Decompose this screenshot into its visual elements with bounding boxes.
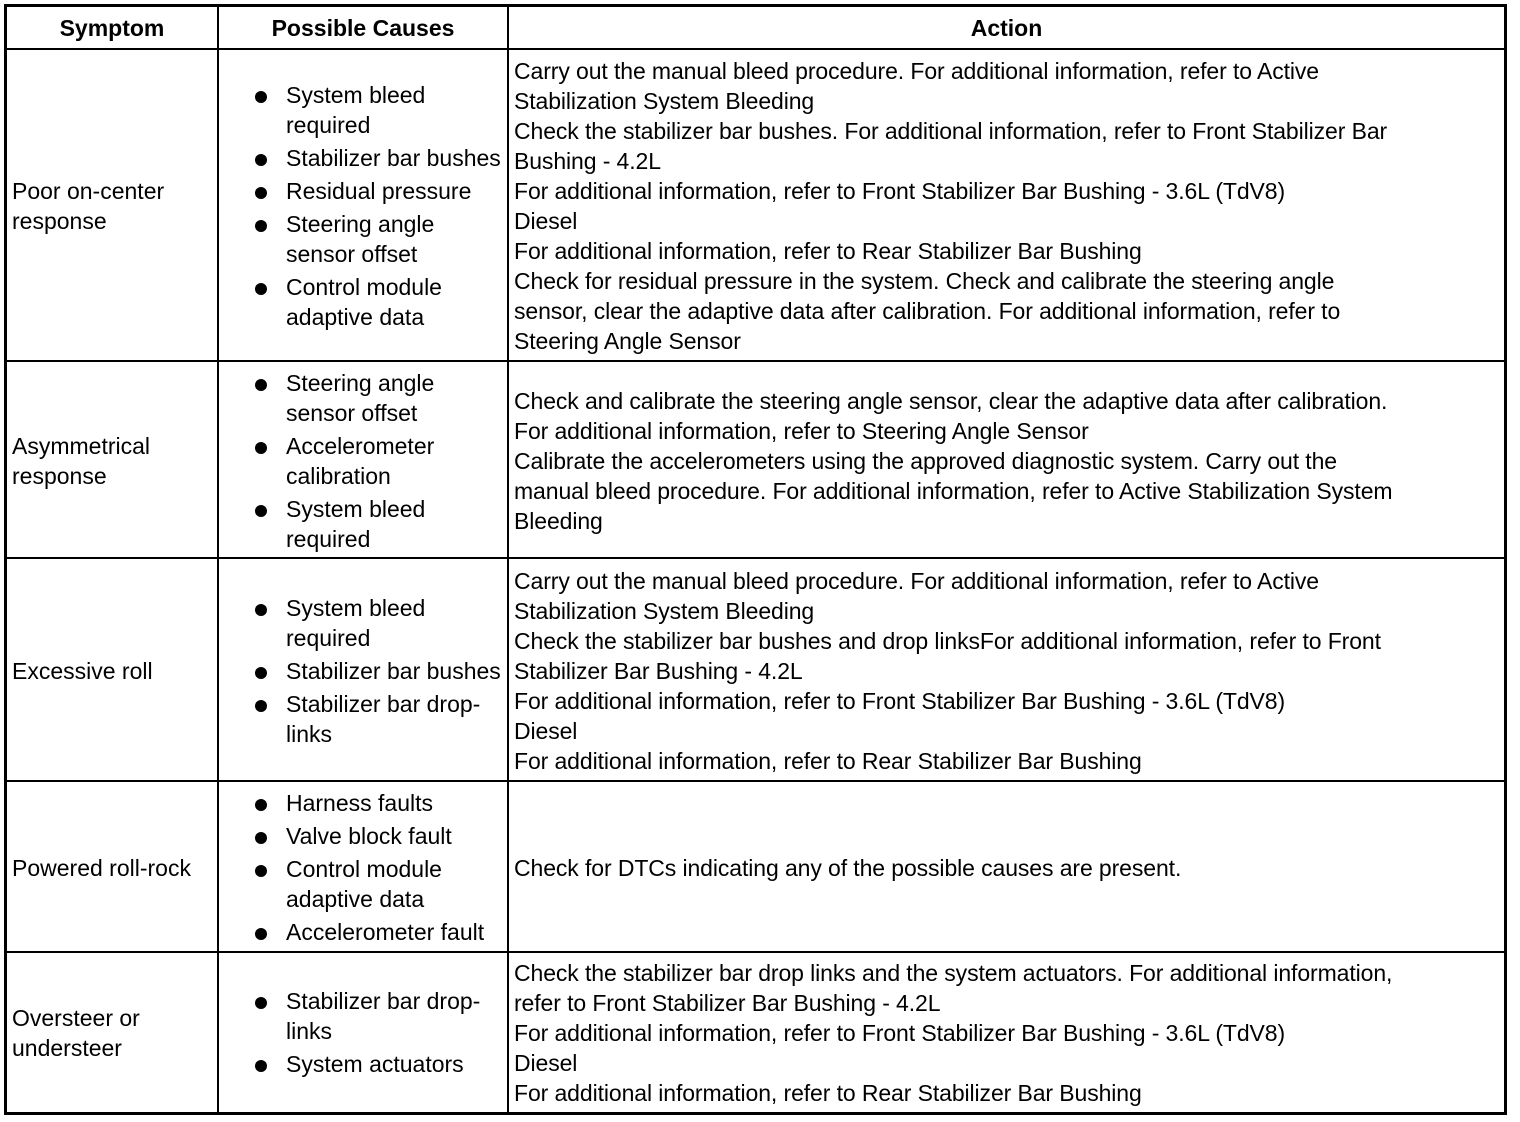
cause-item <box>241 854 503 914</box>
bullet-icon <box>255 220 267 232</box>
cause-text: Residual pressure <box>286 178 472 204</box>
symptom-text: Excessive roll <box>12 657 153 684</box>
cause-text: Stabilizer bar drop-links <box>286 988 481 1044</box>
bullet-icon <box>255 997 267 1009</box>
cause-text: Control module adaptive data <box>286 274 442 330</box>
action-text-line: Check for DTCs indicating any of the possible causes are present. <box>514 854 1182 881</box>
cause-text: Valve block fault <box>286 823 452 849</box>
cause-text: System bleed required <box>286 594 426 651</box>
bullet-icon <box>255 187 267 199</box>
header-symptom: Symptom <box>7 7 219 50</box>
possible-causes-cell <box>219 50 509 362</box>
bullet-icon <box>255 865 267 877</box>
symptom-text: Oversteer or <box>12 1004 140 1031</box>
action-cell <box>509 50 1504 362</box>
action-text-line: For additional information, refer to Front Stabilizer Bar Bushing - 3.6L (TdV8) <box>514 1019 1286 1046</box>
symptom-text: Powered roll-rock <box>12 854 191 881</box>
action-text-line: Check the stabilizer bar drop links and the system actuators. For additional information, <box>514 959 1393 986</box>
symptom-text: Asymmetrical <box>12 432 151 459</box>
cause-item <box>241 209 503 269</box>
cause-item <box>241 656 503 686</box>
symptom-text: Poor on-center <box>12 178 165 204</box>
symptom-cell <box>7 782 219 953</box>
possible-causes-cell <box>219 953 509 1112</box>
table-row <box>7 557 1504 782</box>
cause-text: Stabilizer bar bushes <box>286 145 501 171</box>
bullet-icon <box>255 1060 267 1072</box>
table-row <box>7 48 1504 362</box>
symptom-cell <box>7 559 219 782</box>
action-text-line: Stabilization System Bleeding <box>514 597 815 624</box>
action-text-line: manual bleed procedure. For additional information, refer to Active Stabilization System <box>514 477 1393 504</box>
bullet-icon <box>255 154 267 166</box>
cause-item <box>241 80 503 140</box>
action-text-line: Bleeding <box>514 507 603 534</box>
action-text-line: Steering Angle Sensor <box>514 328 741 354</box>
header-possible-causes: Possible Causes <box>219 7 509 50</box>
action-cell <box>509 782 1504 953</box>
action-text-line: For additional information, refer to Front Stabilizer Bar Bushing - 3.6L (TdV8) <box>514 687 1286 714</box>
causes-list <box>241 986 503 1079</box>
cause-text: Control module adaptive data <box>286 856 442 912</box>
action-text-line: Carry out the manual bleed procedure. For additional information, refer to Active <box>514 567 1319 594</box>
cause-text: Steering angle sensor offset <box>286 369 435 426</box>
action-cell <box>509 559 1504 782</box>
cause-item <box>241 986 503 1046</box>
action-text-line: Diesel <box>514 1049 578 1076</box>
table-row <box>7 951 1504 1112</box>
cause-item <box>241 917 503 947</box>
action-text-line: Check the stabilizer bar bushes. For additional information, refer to Front Stabilizer Bar <box>514 118 1388 144</box>
action-text-line: Stabilizer Bar Bushing - 4.2L <box>514 657 803 684</box>
bullet-icon <box>255 442 267 454</box>
cause-text: Stabilizer bar drop-links <box>286 690 481 747</box>
cause-item <box>241 272 503 332</box>
bullet-icon <box>255 604 267 616</box>
action-cell <box>509 953 1504 1112</box>
action-text-line: Diesel <box>514 717 578 744</box>
cause-text: System actuators <box>286 1051 464 1077</box>
table-header-row <box>7 7 1504 50</box>
possible-causes-cell <box>219 559 509 782</box>
cause-text: System bleed required <box>286 495 426 552</box>
symptom-text: response <box>12 208 107 234</box>
action-text-line: For additional information, refer to Front Stabilizer Bar Bushing - 3.6L (TdV8) <box>514 178 1286 204</box>
cause-item <box>241 593 503 653</box>
action-text-line: Stabilization System Bleeding <box>514 88 815 114</box>
action-text-line: For additional information, refer to Rear Stabilizer Bar Bushing <box>514 747 1142 774</box>
bullet-icon <box>255 505 267 517</box>
bullet-icon <box>255 928 267 940</box>
cause-item <box>241 494 503 554</box>
cause-text: Stabilizer bar bushes <box>286 657 501 684</box>
table-row <box>7 780 1504 953</box>
action-text-line: Calibrate the accelerometers using the approved diagnostic system. Carry out the <box>514 447 1337 474</box>
causes-list <box>241 368 503 554</box>
bullet-icon <box>255 832 267 844</box>
action-text-line: Check the stabilizer bar bushes and drop linksFor additional information, refer to Front <box>514 627 1381 654</box>
possible-causes-cell <box>219 362 509 559</box>
table-row <box>7 360 1504 559</box>
possible-causes-cell <box>219 782 509 953</box>
cause-text: Accelerometer calibration <box>286 432 435 489</box>
action-text-line: For additional information, refer to Rear Stabilizer Bar Bushing <box>514 1079 1142 1106</box>
causes-list <box>241 593 503 749</box>
bullet-icon <box>255 283 267 295</box>
bullet-icon <box>255 799 267 811</box>
action-text-line: For additional information, refer to Rear Stabilizer Bar Bushing <box>514 238 1142 264</box>
bullet-icon <box>255 667 267 679</box>
causes-list <box>241 80 503 332</box>
action-text-line: Check and calibrate the steering angle sensor, clear the adaptive data after calibration. <box>514 387 1388 414</box>
symptom-cell <box>7 953 219 1112</box>
action-text-line: refer to Front Stabilizer Bar Bushing - 4.2L <box>514 989 941 1016</box>
cause-text: Accelerometer fault <box>286 919 485 945</box>
bullet-icon <box>255 379 267 391</box>
action-text-line: Carry out the manual bleed procedure. For additional information, refer to Active <box>514 58 1319 84</box>
cause-item <box>241 821 503 851</box>
cause-text: Harness faults <box>286 790 434 816</box>
action-text-line: For additional information, refer to Steering Angle Sensor <box>514 417 1089 444</box>
symptom-cell <box>7 362 219 559</box>
cause-item <box>241 689 503 749</box>
action-cell <box>509 362 1504 559</box>
action-text-line: sensor, clear the adaptive data after calibration. For additional information, refer to <box>514 298 1341 324</box>
bullet-icon <box>255 91 267 103</box>
cause-text: Steering angle sensor offset <box>286 211 435 267</box>
troubleshooting-table <box>4 4 1507 1115</box>
symptom-cell <box>7 50 219 362</box>
cause-item <box>241 176 503 206</box>
causes-list <box>241 788 503 947</box>
header-action: Action <box>970 15 1043 41</box>
cause-item <box>241 431 503 491</box>
action-text-line: Diesel <box>514 208 578 234</box>
bullet-icon <box>255 700 267 712</box>
cause-item <box>241 788 503 818</box>
action-text-line: Bushing - 4.2L <box>514 148 661 174</box>
action-text-line: Check for residual pressure in the system. Check and calibrate the steering angle <box>514 268 1335 294</box>
cause-text: System bleed required <box>286 82 426 138</box>
symptom-text: understeer <box>12 1034 122 1061</box>
cause-item <box>241 143 503 173</box>
cause-item <box>241 368 503 428</box>
symptom-text: response <box>12 462 107 489</box>
cause-item <box>241 1049 503 1079</box>
